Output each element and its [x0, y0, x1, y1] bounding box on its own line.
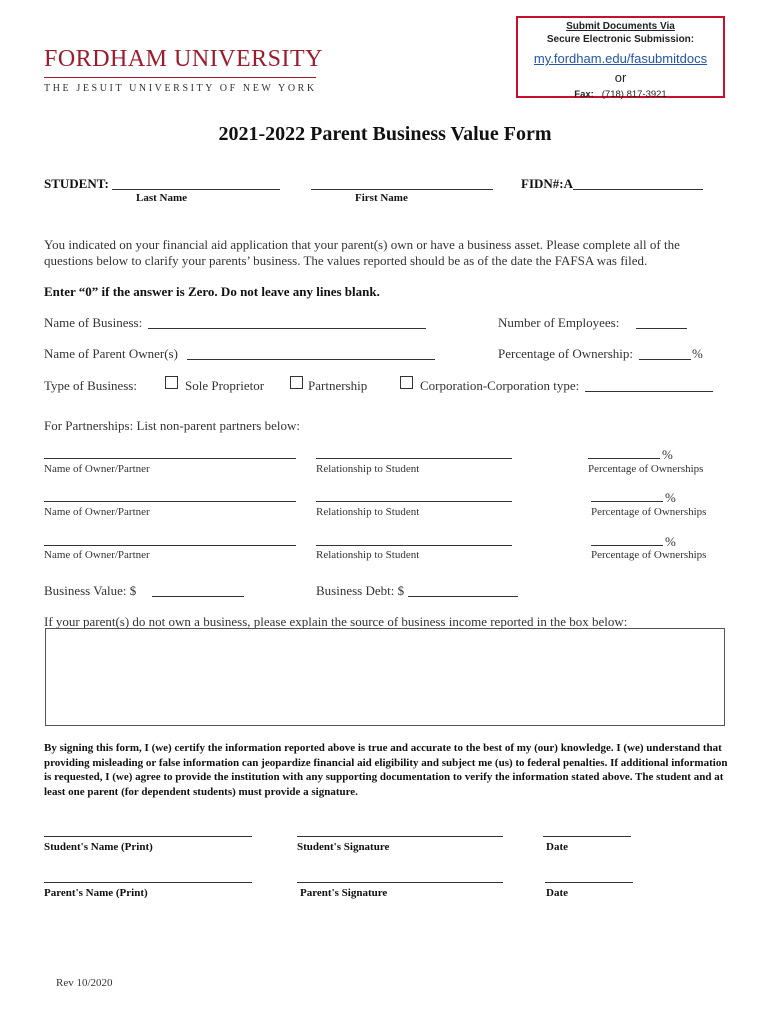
student-date-label: Date: [546, 841, 568, 853]
partner-name-line-2[interactable]: [44, 501, 296, 502]
parent-date-label: Date: [546, 887, 568, 899]
submit-documents-box: [516, 16, 725, 98]
student-label: STUDENT:: [44, 176, 109, 191]
intro-line2: questions below to clarify your parents’ business. The values reported should be as of the date the FAFSA was filed.: [44, 253, 648, 268]
partner-relationship-label-1: Relationship to Student: [316, 463, 420, 475]
partner-relationship-line-3[interactable]: [316, 545, 512, 546]
corporation-checkbox[interactable]: [400, 376, 413, 389]
partnership-label: Partnership: [308, 378, 368, 393]
partner-relationship-label-2: Relationship to Student: [316, 506, 420, 518]
first-name-label: First Name: [355, 192, 408, 204]
parent-signature-label: Parent's Signature: [300, 887, 388, 899]
fidn-label: FIDN#:A: [521, 176, 573, 191]
submit-line1: Submit Documents Via: [566, 21, 675, 32]
partner-pct-label-2: Percentage of Ownerships: [591, 506, 707, 518]
partner-name-label-3: Name of Owner/Partner: [44, 549, 150, 561]
ownership-pct-line[interactable]: [639, 359, 691, 360]
business-name-line[interactable]: [148, 328, 426, 329]
student-date-line[interactable]: [543, 836, 631, 837]
partner-relationship-label-3: Relationship to Student: [316, 549, 420, 561]
business-type-label: Type of Business:: [44, 378, 137, 393]
partner-pct-sign-2: %: [665, 490, 676, 505]
submit-or: or: [614, 70, 627, 85]
fidn-line[interactable]: [573, 189, 703, 190]
partner-pct-line-3[interactable]: [591, 545, 663, 546]
parent-date-line[interactable]: [545, 882, 633, 883]
business-value-line[interactable]: [152, 596, 244, 597]
parent-name-line[interactable]: [44, 882, 252, 883]
partner-relationship-line-1[interactable]: [316, 458, 512, 459]
partners-heading: For Partnerships: List non-parent partners below:: [44, 418, 300, 433]
intro-line1: You indicated on your financial aid application that your parent(s) own or have a business asset. Please complete all of the: [44, 237, 680, 252]
ownership-pct-label: Percentage of Ownership:: [498, 346, 634, 361]
student-signature-line[interactable]: [297, 836, 503, 837]
income-explanation-box[interactable]: [45, 628, 725, 726]
business-debt-label: Business Debt: $: [316, 583, 405, 598]
student-name-label: Student's Name (Print): [44, 841, 153, 853]
num-employees-line[interactable]: [636, 328, 687, 329]
logo-divider: [44, 77, 316, 78]
num-employees-label: Number of Employees:: [498, 315, 620, 330]
last-name-label: Last Name: [136, 192, 188, 204]
partner-pct-label-3: Percentage of Ownerships: [591, 549, 707, 561]
sole-proprietor-label: Sole Proprietor: [185, 378, 265, 393]
partner-pct-line-2[interactable]: [591, 501, 663, 502]
partner-name-label-1: Name of Owner/Partner: [44, 463, 150, 475]
partner-pct-line-1[interactable]: [588, 458, 660, 459]
fax-label: Fax:: [574, 89, 594, 100]
partner-relationship-line-2[interactable]: [316, 501, 512, 502]
certification-text: By signing this form, I (we) certify the information reported above is true and accurate to the best of my (our) knowledge. I (we) understand that providing misleading or false information can jeopardize financial aid eligibility and subject me (us) to federal penalties. If additional information is requested, I (we) agree to provide the institution with any supporting documentation to verify the information stated above. The student and at least one parent (for dependent students) must provide a signature.: [44, 742, 728, 798]
partner-name-line-1[interactable]: [44, 458, 296, 459]
parent-owners-label: Name of Parent Owner(s): [44, 346, 178, 361]
ownership-pct-sign: %: [692, 346, 703, 361]
parent-name-label: Parent's Name (Print): [44, 887, 148, 899]
business-name-label: Name of Business:: [44, 315, 143, 330]
fax-number: (718) 817-3921: [601, 89, 667, 100]
corporation-label: Corporation-Corporation type:: [420, 378, 580, 393]
student-signature-label: Student's Signature: [297, 841, 390, 853]
partnership-checkbox[interactable]: [290, 376, 303, 389]
sole-proprietor-checkbox[interactable]: [165, 376, 178, 389]
university-tagline: THE JESUIT UNIVERSITY OF NEW YORK: [44, 83, 317, 94]
parent-signature-line[interactable]: [297, 882, 503, 883]
submit-line2: Secure Electronic Submission:: [546, 34, 695, 45]
submit-docs-link[interactable]: my.fordham.edu/fasubmitdocs: [533, 51, 708, 66]
explain-prompt: If your parent(s) do not own a business, please explain the source of business income reported in the box below:: [44, 614, 628, 629]
university-name: FORDHAM UNIVERSITY: [44, 46, 324, 72]
partner-name-line-3[interactable]: [44, 545, 296, 546]
revision-footer: Rev 10/2020: [56, 977, 113, 989]
zero-instruction: Enter “0” if the answer is Zero. Do not leave any lines blank.: [44, 284, 380, 299]
partner-pct-sign-3: %: [665, 534, 676, 549]
business-value-label: Business Value: $: [44, 583, 137, 598]
parent-owners-line[interactable]: [187, 359, 435, 360]
partner-pct-label-1: Percentage of Ownerships: [588, 463, 704, 475]
student-name-line[interactable]: [44, 836, 252, 837]
form-title: 2021-2022 Parent Business Value Form: [218, 123, 552, 145]
partner-pct-sign-1: %: [662, 447, 673, 462]
last-name-line[interactable]: [112, 189, 280, 190]
first-name-line[interactable]: [311, 189, 493, 190]
business-debt-line[interactable]: [408, 596, 518, 597]
partner-name-label-2: Name of Owner/Partner: [44, 506, 150, 518]
corporation-type-line[interactable]: [585, 391, 713, 392]
